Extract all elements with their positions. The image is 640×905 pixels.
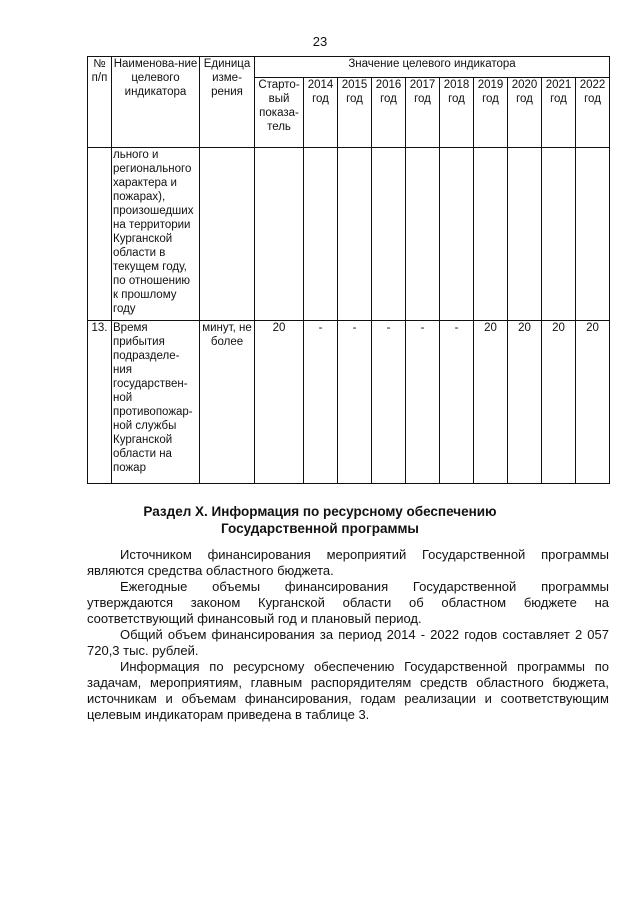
page-number: 23 [312, 34, 328, 49]
row-value-2014 [304, 148, 338, 321]
header-year-2014: 2014 год [304, 78, 338, 148]
paragraph: Источником финансирования мероприятий Государственной программы являются средства областного бюджета. [87, 547, 609, 578]
header-year-2020: 2020 год [508, 78, 542, 148]
row-num [88, 148, 112, 321]
row-value-2018: - [440, 321, 474, 484]
row-unit: минут, не более [200, 321, 255, 484]
header-year-2017: 2017 год [406, 78, 440, 148]
paragraph: Ежегодные объемы финансирования Государственной программы утверждаются законом Курганской области об областном бюджете на соответствующий финансовый год и плановый период. [87, 579, 609, 626]
row-value-2020: 20 [508, 321, 542, 484]
row-value-2018 [440, 148, 474, 321]
row-value-2017 [406, 148, 440, 321]
paragraph: Общий объем финансирования за период 2014 - 2022 годов составляет 2 057 720,3 тыс. рублей. [87, 627, 609, 658]
header-num: № п/п [88, 57, 112, 148]
row-start-value [255, 148, 304, 321]
table-header-row [88, 57, 610, 78]
header-year-2019: 2019 год [474, 78, 508, 148]
header-year-2015: 2015 год [338, 78, 372, 148]
section-heading-line2: Государственной программы [221, 521, 419, 536]
row-value-2022: 20 [576, 321, 610, 484]
row-value-2022 [576, 148, 610, 321]
row-value-2016: - [372, 321, 406, 484]
row-start-value: 20 [255, 321, 304, 484]
row-value-2019 [474, 148, 508, 321]
row-indicator-name: льного и регионального характера и пожарах), произошедших на территории Курганской области в текущем году, по отношению к прошлому году [112, 148, 200, 321]
row-value-2021 [542, 148, 576, 321]
header-year-2021: 2021 год [542, 78, 576, 148]
section-heading [0, 503, 640, 537]
header-year-2018: 2018 год [440, 78, 474, 148]
row-value-2019: 20 [474, 321, 508, 484]
header-unit: Единица изме-рения [200, 57, 255, 148]
header-name: Наименова-ние целевого индикатора [112, 57, 200, 148]
row-value-2015: - [338, 321, 372, 484]
row-value-2020 [508, 148, 542, 321]
row-indicator-name: Время прибытия подразделе-ния государствен-ной противопожар-ной службы Курганской области на пожар [112, 321, 200, 484]
section-heading-line1: Раздел X. Информация по ресурсному обеспечению [143, 504, 497, 519]
row-value-2015 [338, 148, 372, 321]
header-year-2022: 2022 год [576, 78, 610, 148]
row-num: 13. [88, 321, 112, 484]
row-value-2014: - [304, 321, 338, 484]
body-text [87, 547, 609, 723]
header-indicator-value: Значение целевого индикатора [255, 57, 610, 78]
row-value-2016 [372, 148, 406, 321]
header-start-value: Старто-вый показа-тель [255, 78, 304, 148]
indicator-table [87, 56, 610, 484]
table-row [88, 321, 610, 484]
row-value-2021: 20 [542, 321, 576, 484]
row-unit [200, 148, 255, 321]
header-year-2016: 2016 год [372, 78, 406, 148]
row-value-2017: - [406, 321, 440, 484]
paragraph: Информация по ресурсному обеспечению Государственной программы по задачам, мероприятиям, главным распорядителям средств областного бюджета, источникам и объемам финансирования, годам реализации и соответствующим целевым индикаторам приведена в таблице 3. [87, 659, 609, 722]
table-row [88, 148, 610, 321]
